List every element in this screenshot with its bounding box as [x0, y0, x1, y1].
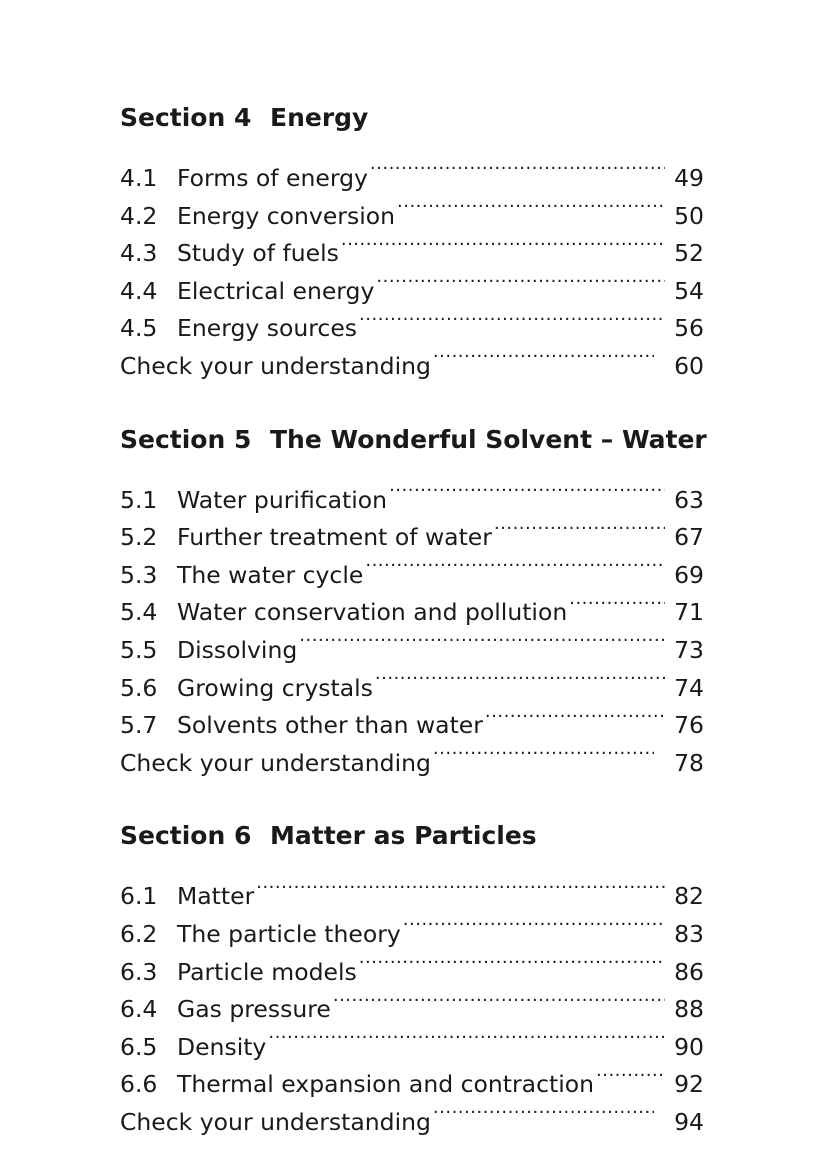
- entry-title: Growing crystals: [177, 673, 373, 702]
- entry-number: 4.3: [120, 239, 158, 268]
- dot-leader: [433, 741, 654, 771]
- entry-number: 4.1: [120, 164, 158, 192]
- entry-title: Check your understanding: [120, 1107, 431, 1136]
- dot-leader: [397, 194, 665, 224]
- toc-entry[interactable]: [120, 1062, 704, 1100]
- toc-entry[interactable]: [120, 987, 704, 1025]
- entry-number: 5.2: [120, 523, 158, 552]
- section-title: The Wonderful Solvent – Water: [270, 424, 707, 454]
- toc-entry[interactable]: [120, 269, 704, 307]
- entry-page: 82: [674, 882, 704, 911]
- section-6: [120, 816, 704, 1137]
- entry-title: Matter: [177, 882, 255, 911]
- entry-title: Electrical energy: [177, 276, 375, 305]
- entry-number: 5.7: [120, 711, 158, 740]
- entry-title: Water purification: [177, 485, 388, 514]
- dot-leader: [359, 306, 665, 336]
- entry-title: The water cycle: [177, 560, 364, 589]
- dot-leader: [268, 1025, 665, 1055]
- toc-entry[interactable]: [120, 306, 704, 344]
- entry-title: Forms of energy: [177, 164, 368, 192]
- entry-page: 54: [674, 276, 704, 305]
- section-number: Section 5: [120, 424, 252, 454]
- section-number: Section 6: [120, 821, 252, 851]
- dot-leader: [376, 269, 665, 299]
- section-heading: [120, 98, 704, 138]
- dot-leader: [333, 987, 665, 1017]
- entry-title: Thermal expansion and contraction: [177, 1070, 595, 1099]
- dot-leader: [433, 1100, 654, 1130]
- section-5: [120, 420, 707, 779]
- entry-title: Particle models: [177, 957, 357, 986]
- entry-number: 4.5: [120, 314, 158, 343]
- dot-leader: [365, 553, 665, 583]
- dot-leader: [494, 515, 665, 545]
- entry-title: Study of fuels: [177, 239, 339, 268]
- entry-page: 50: [674, 201, 704, 230]
- entry-page: 73: [674, 635, 704, 664]
- table-of-contents: [120, 98, 707, 1175]
- toc-entry[interactable]: [120, 590, 704, 628]
- check-understanding-entry[interactable]: [120, 1100, 704, 1138]
- toc-entry[interactable]: [120, 553, 704, 591]
- entry-title: Energy conversion: [177, 201, 396, 230]
- section-4: [120, 98, 704, 382]
- dot-leader: [485, 703, 665, 733]
- dot-leader: [596, 1062, 665, 1092]
- entry-page: 78: [674, 748, 704, 777]
- toc-entry[interactable]: [120, 912, 704, 950]
- entry-number: 6.4: [120, 995, 158, 1024]
- section-heading: [120, 420, 707, 460]
- entry-page: 94: [674, 1107, 704, 1136]
- entry-title: Dissolving: [177, 635, 298, 664]
- entry-page: 52: [674, 239, 704, 268]
- section-heading: [120, 816, 704, 856]
- entry-title: Energy sources: [177, 314, 358, 343]
- dot-leader: [299, 628, 665, 658]
- dot-leader: [433, 344, 654, 374]
- entry-number: 6.6: [120, 1070, 158, 1099]
- entry-page: 90: [674, 1032, 704, 1061]
- check-understanding-entry[interactable]: [120, 741, 704, 779]
- entry-page: 71: [674, 598, 704, 627]
- entry-page: 69: [674, 560, 704, 589]
- dot-leader: [375, 666, 665, 696]
- entry-number: 4.4: [120, 276, 158, 305]
- section-number: Section 4: [120, 103, 252, 132]
- entry-page: 63: [674, 485, 704, 514]
- dot-leader: [389, 478, 665, 508]
- entry-title: Check your understanding: [120, 748, 431, 777]
- entry-number: 4.2: [120, 201, 158, 230]
- entry-page: 88: [674, 995, 704, 1024]
- entry-number: 5.5: [120, 635, 158, 664]
- entry-title: Water conservation and pollution: [177, 598, 568, 627]
- entry-title: Check your understanding: [120, 351, 431, 380]
- entry-title: Density: [177, 1032, 267, 1061]
- toc-entry[interactable]: [120, 703, 704, 741]
- toc-entry[interactable]: [120, 231, 704, 269]
- dot-leader: [341, 231, 665, 261]
- entry-page: 92: [674, 1070, 704, 1099]
- toc-entry[interactable]: [120, 194, 704, 232]
- section-title: Energy: [270, 103, 369, 132]
- entry-number: 6.2: [120, 919, 158, 948]
- entry-number: 5.1: [120, 485, 158, 514]
- entry-title: Solvents other than water: [177, 711, 483, 740]
- toc-entry[interactable]: [120, 156, 704, 194]
- toc-entry[interactable]: [120, 515, 704, 553]
- entry-number: 5.6: [120, 673, 158, 702]
- toc-entry[interactable]: [120, 1025, 704, 1063]
- toc-entry[interactable]: [120, 628, 704, 666]
- toc-entry[interactable]: [120, 950, 704, 988]
- entry-title: Further treatment of water: [177, 523, 492, 552]
- toc-entry[interactable]: [120, 478, 704, 516]
- dot-leader: [569, 590, 665, 620]
- entry-title: Gas pressure: [177, 995, 331, 1024]
- entry-page: 49: [674, 164, 704, 192]
- entry-page: 74: [674, 673, 704, 702]
- entry-page: 56: [674, 314, 704, 343]
- entry-page: 86: [674, 957, 704, 986]
- toc-entry[interactable]: [120, 666, 704, 704]
- dot-leader: [359, 950, 665, 980]
- entry-number: 6.5: [120, 1032, 158, 1061]
- entry-number: 6.1: [120, 882, 158, 911]
- entry-page: 60: [674, 351, 704, 380]
- entry-page: 76: [674, 711, 704, 740]
- entry-number: 5.4: [120, 598, 158, 627]
- entry-page: 67: [674, 523, 704, 552]
- dot-leader: [370, 156, 665, 186]
- toc-entry[interactable]: [120, 874, 704, 912]
- dot-leader: [256, 874, 665, 904]
- entry-page: 83: [674, 919, 704, 948]
- entry-number: 5.3: [120, 560, 158, 589]
- check-understanding-entry[interactable]: [120, 344, 704, 382]
- section-title: Matter as Particles: [270, 821, 537, 851]
- entry-title: The particle theory: [177, 919, 401, 948]
- entry-number: 6.3: [120, 957, 158, 986]
- dot-leader: [403, 912, 665, 942]
